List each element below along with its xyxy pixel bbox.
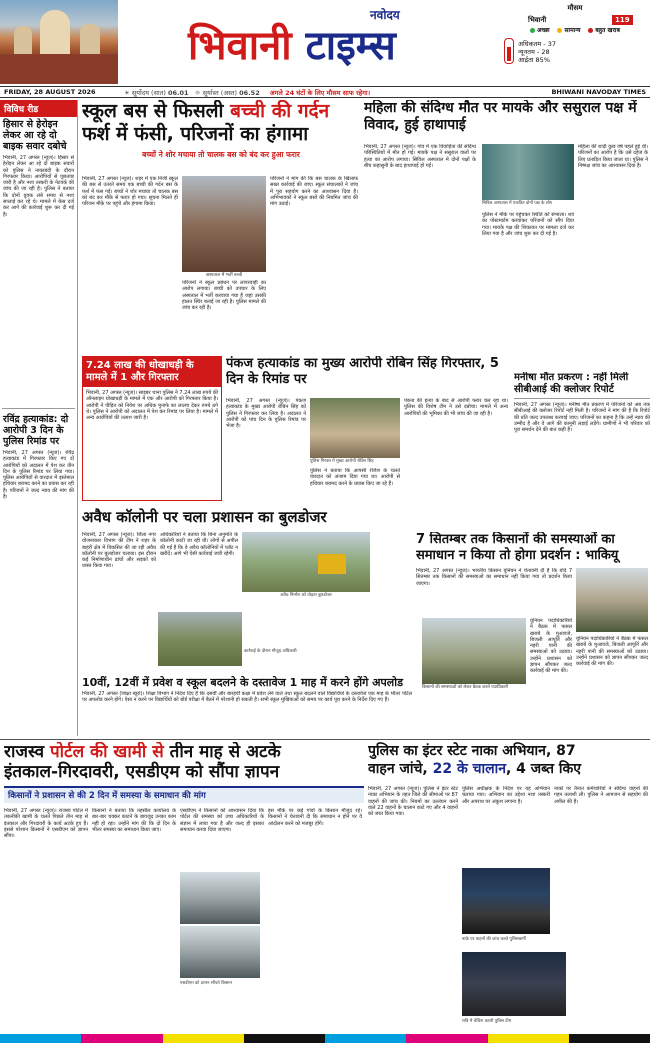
farmers-story	[416, 532, 650, 736]
sunset-icon: ☼	[194, 88, 201, 97]
memorandum-photo	[180, 926, 260, 978]
story-body: भिवानी, 27 अगस्त (शिक्षा ब्यूरो)। शिक्षा विभाग ने निर्देश दिए हैं कि दसवीं और बारहवीं कक्षा में प्रवेश लेने वाले तथा स्कूल बदलने वाले विद्यार्थियों के दस्तावेज एक माह के भीतर पोर्टल पर अपलोड करने होंगे। ऐसा न करने पर विद्यार्थियों को बोर्ड परीक्षा में बैठने में परेशानी हो सकती है। सभी स्कूल मुखियाओं को समय पर कार्य पूरा करने के निर्देश दिए गए हैं।	[82, 691, 412, 704]
weather-box	[502, 4, 648, 84]
story-headline: महिला की संदिग्ध मौत पर मायके और ससुराल पक्ष में विवाद, हुई हाथापाई	[364, 100, 637, 133]
sunrise-label: सूर्योदय (सात)	[131, 88, 166, 97]
story-body: भिवानी, 27 अगस्त (न्यूज)। पंकज हत्याकांड के मुख्य आरोपी रोबिन सिंह को पुलिस ने गिरफ्तार कर लिया है। अदालत ने आरोपी को पांच दिन के पुलिस रिमांड पर भेजा है।	[226, 398, 306, 430]
color-strip	[0, 1034, 650, 1043]
meeting-photo	[576, 568, 648, 632]
story-body: यूनियन पदाधिकारियों ने बैठक में फसल खराबे के मुआवजे, बिजली आपूर्ति और नहरी पानी की समस्याओं को उठाया। उन्होंने प्रशासन को ज्ञापन सौंपकर जल्द कार्रवाई की मांग की।	[576, 636, 648, 668]
farmers-photo	[422, 618, 526, 684]
story-body: भिवानी, 27 अगस्त (न्यूज)। गांव में एक विवाहिता की संदिग्ध परिस्थितियों में मौत हो गई। मायके पक्ष ने ससुराल वालों पर हत्या का आरोप लगाया। सिविल अस्पताल में दोनों पक्षों के बीच कहासुनी के बाद हाथापाई हो गई।	[364, 144, 476, 169]
story-body: भिवानी, 27 अगस्त (न्यूज)। शहर में एक निजी स्कूल की बस से उतरते समय एक बच्ची की गर्दन बस के फर्श में फंस गई। बच्चों ने शोर मचाया तो चालक बस को बंद कर मौके से फरार हो गया। सूचना मिलते ही परिजन मौके पर पहुंचे और हंगामा किया।	[82, 176, 178, 208]
story-body: भिवानी, 27 अगस्त (न्यूज)। रविंद्र हत्याकांड में गिरफ्तार किए गए दो आरोपियों को अदालत में पेश कर तीन दिन के पुलिस रिमांड पर लिया गया। पुलिस आरोपियों से वारदात में इस्तेमाल हथियार बरामद करने का प्रयास कर रही है। परिजनों ने जल्द न्याय की मांग की है।	[3, 450, 74, 501]
story-body: एसडीएम ने किसानों को आश्वासन दिया कि पोर्टल की समस्या को उच्च अधिकारियों के संज्ञान में लाया गया है और जल्द ही इसका समाधान करवा दिया जाएगा।	[180, 808, 264, 833]
story-heading: हिसार से हेरोइन लेकर आ रहे दो बाइक सवार दबोचे	[3, 119, 67, 152]
story-body: पुलिस ने बताया कि आपसी रंजिश के चलते वारदात को अंजाम दिया गया था। आरोपी से हथियार बरामद करने के प्रयास किए जा रहे हैं।	[310, 468, 400, 487]
weather-tagline: अगले 24 घंटों के लिए मौसम साफ रहेगा।	[269, 88, 371, 97]
sunrise-icon: ☀	[124, 88, 130, 97]
story-headline: राजस्व पोर्टल की खामी से तीन माह से अटके इंतकाल-गिरदावरी, एसडीएम को सौंपा ज्ञापन	[4, 742, 281, 782]
night-check-photo	[462, 952, 566, 1016]
photo-caption: रात्रि में चेकिंग करती पुलिस टीम	[462, 1019, 512, 1024]
navoday-label: नवोदय	[370, 8, 400, 22]
issue-date: FRIDAY, 28 AUGUST 2026	[4, 88, 96, 96]
story-body: भिवानी, 27 अगस्त (न्यूज)। पुलिस ने इंटर स्टेट नाका अभियान के तहत जिले की सीमाओं पर 87 वाहनों की जांच की। नियमों का उल्लंघन करने वाले 22 वाहनों के चालान काटे गए और 4 वाहनों को जब्त किया गया।	[368, 786, 458, 818]
education-story	[82, 676, 412, 736]
second-story	[364, 100, 650, 360]
sunset-label: सूर्यास्त (अस्त)	[202, 88, 238, 97]
photo-caption: किसानों की समस्याओं को लेकर बैठक करते पदाधिकारी	[422, 685, 509, 690]
story-body: भिवानी, 27 अगस्त (न्यूज)। जिला नगर योजनाकार विभाग की टीम ने शहर के बाहरी क्षेत्र में विकसित की जा रही अवैध कॉलोनी पर बुलडोजर चलाया। इस दौरान कई निर्माणाधीन ढांचों और सड़कों को ध्वस्त किया गया।	[82, 532, 156, 570]
photo-caption: अस्पताल में भर्ती बच्ची	[205, 273, 243, 278]
humidity: आर्द्रता 85%	[518, 56, 550, 64]
photo-caption: पुलिस गिरफ्त में मुख्य आरोपी रोबिन सिंह	[310, 459, 374, 464]
story-heading: रविंद्र हत्याकांड: दो आरोपी 3 दिन के पुलिस रिमांड पर	[3, 414, 69, 447]
title-part1: भिवानी	[188, 23, 292, 69]
photo-caption: कार्रवाई के दौरान मौजूद अधिकारी	[244, 649, 297, 654]
photo-caption: सिविल अस्पताल में एकत्रित दोनों पक्ष के लोग	[482, 201, 553, 206]
fraud-story	[82, 356, 222, 501]
masthead	[0, 0, 650, 86]
story-headline: पुलिस का इंटर स्टेट नाका अभियान, 87 वाहन जांचे, 22 के चालान, 4 जब्त किए	[368, 743, 581, 777]
masthead-photo	[0, 0, 118, 84]
sunrise-time: 06.01	[167, 88, 189, 97]
lead-story	[82, 100, 360, 350]
paper-name: BHIWANI NAVODAY TIMES	[551, 88, 646, 96]
sunset-time: 06.52	[239, 88, 260, 97]
story-body: परिजनों ने स्कूल प्रबंधन पर लापरवाही का आरोप लगाया। बच्ची को उपचार के लिए अस्पताल में भर्ती करवाया गया है जहां उसकी हालत स्थिर बताई जा रही है। पुलिस मामले की जांच कर रही है।	[182, 280, 266, 312]
story-body: भिवानी, 27 अगस्त (न्यूज)। हिसार से हेरोइन लेकर आ रहे दो बाइक सवारों को पुलिस ने नाकाबंदी के दौरान गिरफ्तार किया। आरोपियों से पूछताछ जारी है और नशा तस्करी के नेटवर्क की जांच की जा रही है। पुलिस ने बताया कि दोनों युवक लंबे समय से नशा सप्लाई कर रहे थे। मामले में केस दर्ज कर आगे की कार्रवाई शुरू कर दी गई है।	[3, 155, 74, 218]
newspaper-title	[188, 6, 488, 84]
story-headline: 7.24 लाख की धोखाधड़ी के मामले में 1 और गिरफ्तार	[83, 357, 221, 387]
story-body: भिवानी, 27 अगस्त (न्यूज)। भारतीय किसान यूनियन ने चेतावनी दी है कि यदि 7 सितम्बर तक किसानों की समस्याओं का समाधान नहीं किया गया तो प्रदर्शन किया जाएगा।	[416, 568, 572, 587]
aqi-legend: अच्छा सामान्य बहुत खराब	[530, 26, 626, 34]
lead-subhead: बच्चों ने शोर मचाया तो चालक बस को बंद कर हुआ फरार	[142, 150, 300, 159]
story-headline: 7 सितम्बर तक किसानों की समस्याओं का समाधान न किया तो होगा प्रदर्शन : भाकियू	[416, 532, 619, 563]
naka-photo	[462, 868, 550, 934]
bulldozer-photo	[242, 532, 370, 592]
temp-min: न्यूनतम - 28	[518, 48, 550, 56]
police-naka-story	[368, 742, 650, 1032]
story-subhead: किसानों ने प्रशासन से की 2 दिन में समस्या के समाधान की मांग	[4, 786, 364, 803]
weather-title: मौसम	[567, 4, 583, 12]
story-body: महिला की शादी कुछ वर्ष पहले हुई थी। परिजनों का आरोप है कि उसे दहेज के लिए प्रताड़ित किया जाता था। पुलिस ने निष्पक्ष जांच का आश्वासन दिया है।	[578, 144, 648, 169]
aqi-badge: 119	[612, 15, 633, 25]
memorandum-photo	[180, 872, 260, 924]
dateline	[0, 86, 650, 98]
lead-photo	[182, 176, 266, 272]
story-body: भिवानी, 27 अगस्त (न्यूज)। राजस्व पोर्टल में तकनीकी खामी के चलते पिछले तीन माह से इंतकाल और गिरदावरी के कार्य अटके हुए हैं। इससे परेशान किसानों ने एसडीएम को ज्ञापन सौंपा।	[4, 808, 88, 840]
photo-caption: एसडीएम को ज्ञापन सौंपते किसान	[180, 981, 232, 986]
weather-city: भिवानी	[528, 16, 547, 24]
story-headline: 10वीं, 12वीं में प्रवेश व स्कूल बदलने के दस्तावेज 1 माह में करने होंगे अपलोड	[82, 676, 403, 689]
photo-caption: अवैध निर्माण को तोड़ता बुलडोजर	[280, 593, 332, 598]
story-body: पुलिस अधीक्षक के निर्देश पर यह अभियान चलाया गया। अभियान का उद्देश्य नशा तस्करी और अपराध पर अंकुश लगाना है।	[462, 786, 550, 805]
story-body: पुलिस ने मौके पर पहुंचकर स्थिति को संभाला। शव का पोस्टमार्टम करवाकर परिजनों को सौंप दिया गया। मायके पक्ष की शिकायत पर मामला दर्ज कर लिया गया है और जांच शुरू कर दी गई है।	[482, 212, 574, 237]
story-body: भिवानी, 27 अगस्त (न्यूज)। साइबर थाना पुलिस ने 7.24 लाख रुपये की ऑनलाइन धोखाधड़ी के मामले में एक और आरोपी को गिरफ्तार किया है। आरोपी ने पीड़ित को निवेश पर अधिक मुनाफे का लालच देकर रुपये ठगे थे। पुलिस ने आरोपी को अदालत में पेश कर रिमांड पर लिया है। मामले में अन्य आरोपियों की तलाश जारी है।	[86, 390, 218, 422]
lead-headline: स्कूल बस से फिसली बच्ची की गर्दन फर्श में फंसी, परिजनों का हंगामा	[82, 100, 330, 145]
left-column	[0, 100, 78, 736]
photo-caption: नाके पर वाहनों की जांच करते पुलिसकर्मी	[462, 937, 526, 942]
section-label: विविध रीड	[0, 100, 77, 117]
police-photo	[310, 398, 400, 458]
title-part2: टाइम्स	[305, 23, 396, 69]
story-headline: मनीषा मौत प्रकरण : नहीं मिली सीबीआई की क्लोजर रिपोर्ट	[514, 372, 650, 399]
story-body: यूनियन पदाधिकारियों ने बैठक में फसल खराबे के मुआवजे, बिजली आपूर्ति और नहरी पानी की समस्याओं को उठाया। उन्होंने प्रशासन को ज्ञापन सौंपकर जल्द कार्रवाई की मांग की।	[530, 618, 572, 675]
revenue-portal-story	[4, 742, 364, 1032]
story-body: पंकज की हत्या के बाद से आरोपी फरार चल रहा था। पुलिस की विशेष टीम ने उसे दबोचा। मामले में अन्य आरोपियों की भूमिका की भी जांच की जा रही है।	[404, 398, 508, 417]
story-body: भिवानी, 27 अगस्त (न्यूज)। मनीषा मौत प्रकरण में परिजनों को अब तक सीबीआई की क्लोजर रिपोर्ट नहीं मिली है। परिजनों ने मांग की है कि रिपोर्ट की प्रति जल्द उपलब्ध करवाई जाए। परिजनों का कहना है कि उन्हें न्याय की उम्मीद है और वे आगे की कानूनी लड़ाई लड़ेंगे। ग्रामीणों ने भी परिवार को पूरा समर्थन देने की बात कही है।	[514, 402, 650, 434]
temp-max: अधिकतम - 37	[518, 40, 556, 48]
story-body: किसानों ने बताया कि तहसील कार्यालय के बार-बार चक्कर काटने के बावजूद उनका काम नहीं हो रहा। उन्होंने मांग की कि दो दिन के भीतर समस्या का समाधान किया जाए।	[92, 808, 176, 833]
officials-photo	[158, 612, 242, 666]
hospital-photo	[482, 144, 574, 200]
story-body: इस मौके पर कई गांवों के किसान मौजूद रहे। किसानों ने चेतावनी दी कि समाधान न होने पर वे आंदोलन करने को मजबूर होंगे।	[268, 808, 362, 827]
story-headline: अवैध कॉलोनी पर चला प्रशासन का बुलडोजर	[82, 508, 327, 526]
story-body: परिजनों ने मांग की कि बस चालक के खिलाफ सख्त कार्रवाई की जाए। स्कूल संचालकों ने जांच में पूरा सहयोग करने का आश्वासन दिया है। अभिभावकों ने स्कूल बसों की नियमित जांच की मांग उठाई।	[270, 176, 358, 208]
manisha-story	[514, 372, 650, 532]
story-body: नाकों पर तैनात कर्मचारियों ने संदिग्ध वाहनों की गहन तलाशी ली। पुलिस ने आमजन से सहयोग की अपील की है।	[554, 786, 648, 805]
story-body: अधिकारियों ने बताया कि बिना अनुमति के कॉलोनी काटी जा रही थी। लोगों से अपील की गई है कि वे अवैध कॉलोनियों में प्लॉट न खरीदें। आगे भी ऐसी कार्रवाई जारी रहेगी।	[160, 532, 238, 557]
story-headline: पंकज हत्याकांड का मुख्य आरोपी रोबिन सिंह गिरफ्तार, 5 दिन के रिमांड पर	[226, 356, 499, 387]
